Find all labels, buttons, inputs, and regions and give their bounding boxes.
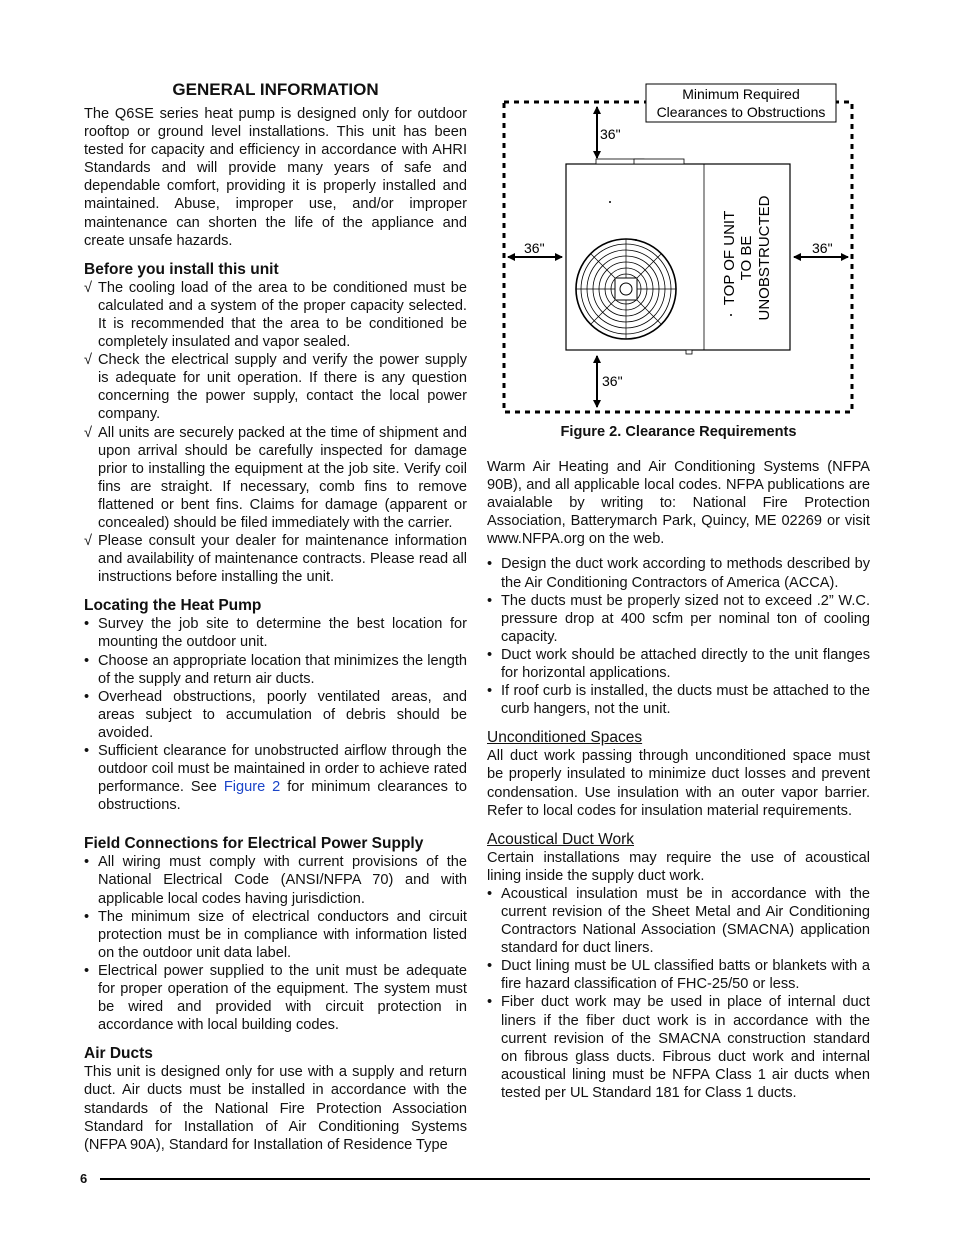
acoustical-heading: Acoustical Duct Work [487, 830, 635, 848]
bullet-icon: • [487, 592, 493, 609]
acoustical-list [487, 885, 870, 1102]
list-item: • The minimum size of electrical conductors and circuit protection must be in compliance with information listed on the outdoor unit data label. [84, 908, 467, 961]
list-item: √ Check the electrical supply and verify the power supply is adequate for unit operation. If there is any question concerning the power supply, contact the local power company. [84, 352, 467, 423]
figure-caption: Figure 2. Clearance Requirements [560, 424, 797, 440]
svg-text:UNOBSTRUCTED: UNOBSTRUCTED [756, 195, 773, 321]
svg-text:TOP OF UNIT: TOP OF UNIT [721, 210, 738, 306]
bullet-icon: • [84, 962, 90, 979]
label-box-line1: Minimum Required [682, 86, 800, 102]
list-item: • The ducts must be properly sized not to exceed .2” W.C. pressure drop at 400 scfm per nominal ton of cooling capacity. [487, 592, 870, 645]
bullet-icon: • [84, 688, 90, 705]
left-clearance: 36" [524, 240, 545, 256]
svg-text:TO BE: TO BE [738, 235, 755, 281]
acoustical-paragraph: Certain installations may require the use of acoustical lining inside the supply duct work. [487, 849, 870, 884]
bullet-icon: • [84, 908, 90, 925]
list-item: • Sufficient clearance for unobstructed airflow through the outdoor coil must be maintained in order to achieve rated performance. See Figure 2 for minimum clearances to obstructions. [84, 743, 468, 814]
before-heading: Before you install this unit [84, 260, 279, 278]
list-item: • Choose an appropriate location that minimizes the length of the supply and return air ducts. [84, 652, 467, 687]
bullet-icon: • [487, 556, 493, 573]
field-list [84, 853, 467, 1034]
list-item: √ The cooling load of the area to be conditioned must be calculated and a system of the proper capacity selected. It is recommended that the area to be conditioned be completely insulated and vapor sealed. [84, 279, 467, 351]
list-item: • Duct lining must be UL classified batts or blankets with a fire hazard classification of FHC-25/50 or less. [487, 958, 870, 993]
duct-list [487, 555, 870, 718]
bullet-icon: • [487, 994, 493, 1011]
list-item: • If roof curb is installed, the ducts must be attached to the curb hangers, not the unit. [487, 683, 870, 718]
list-item: • All wiring must comply with current provisions of the National Electrical Code (ANSI/NFPA 70) and with applicable local codes having jurisdiction. [84, 854, 467, 907]
clearance-figure [500, 80, 860, 440]
right-column [487, 458, 870, 1102]
check-icon: √ [84, 533, 93, 550]
bullet-icon: • [487, 683, 493, 700]
bullet-icon: • [487, 958, 493, 975]
list-item: • Survey the job site to determine the best location for mounting the outdoor unit. [84, 616, 467, 651]
label-box-line2: Clearances to Obstructions [656, 104, 826, 120]
locating-heading: Locating the Heat Pump [84, 597, 262, 615]
section-title: GENERAL INFORMATION [172, 80, 379, 99]
right-clearance: 36" [812, 240, 833, 256]
page-number: 6 [80, 1171, 88, 1186]
list-item: • Acoustical insulation must be in accordance with the current revision of the Sheet Metal and Air Conditioning Contractors National Association (SMACNA) application standard for duct liners. [487, 885, 870, 957]
check-icon: √ [84, 352, 93, 369]
fan-icon [576, 239, 676, 339]
continued-paragraph: Warm Air Heating and Air Conditioning Systems (NFPA 90B), and all applicable local codes. NFPA publications are avaialable by writing to: National Fire Protection Association, Batterymarch Park, Quincy, ME 02269 or visit www.NFPA.org on the web. [487, 459, 870, 548]
figure-2-link[interactable]: Figure 2 [223, 779, 281, 796]
bullet-icon: • [84, 616, 90, 633]
list-item: √ All units are securely packed at the time of shipment and upon arrival should be carefully inspected for damage prior to installing the equipment at the job site. Verify coil fins are straight. If necessary, comb fins to remove flattened or bent fins. Claims for damage (apparent or concealed) should be filed immediately with the carrier. [84, 424, 467, 531]
intro-paragraph: The Q6SE series heat pump is designed only for outdoor rooftop or ground level installations. This unit has been tested for capacity and efficiency in accordance with AHRI Standards and will provide many years of safe and dependable comfort, providing it is properly installed and maintained. Abuse, improper use, and/or improper maintenance can shorten the life of the appliance and create unsafe hazards. [84, 106, 467, 249]
unconditioned-heading: Unconditioned Spaces [487, 729, 643, 747]
unit-top-tab [634, 159, 684, 164]
unconditioned-paragraph: All duct work passing through unconditioned space must be properly insulated to minimize duct losses and prevent condensation. Use insulation with an outer vapor barrier. Refer to local codes for insulation material requirements. [487, 748, 870, 819]
bullet-icon: • [487, 646, 493, 663]
list-item: • Overhead obstructions, poorly ventilated areas, and areas subject to accumulation of debris should be avoided. [84, 688, 467, 741]
bottom-clearance: 36" [602, 373, 623, 389]
top-clearance: 36" [600, 126, 621, 142]
air-ducts-paragraph: This unit is designed only for use with a supply and return duct. Air ducts must be installed in accordance with the standards of the National Fire Protection Association Standard for Installation of Air Conditioning Systems (NFPA 90A), Standard for Installation of Residence Type [84, 1064, 467, 1153]
left-column [84, 80, 467, 1154]
footer-rule [100, 1178, 870, 1180]
air-ducts-heading: Air Ducts [84, 1045, 153, 1063]
bullet-icon: • [84, 743, 90, 759]
before-list [84, 279, 467, 587]
list-item: • Electrical power supplied to the unit must be adequate for proper operation of the equipment. The system must be wired and provided with circuit protection in accordance with local building codes. [84, 962, 467, 1034]
list-item: • Duct work should be attached directly to the unit flanges for horizontal applications. [487, 646, 870, 682]
bullet-icon: • [84, 854, 90, 871]
bullet-icon: • [487, 885, 493, 902]
bullet-icon: • [84, 652, 90, 669]
unit-bottom-tab [686, 350, 692, 354]
list-item: √ Please consult your dealer for maintenance information and availability of maintenance contracts. Please read all instructions before installing the unit. [84, 533, 467, 586]
field-heading: Field Connections for Electrical Power Supply [84, 835, 424, 853]
check-icon: √ [84, 424, 93, 441]
locating-list [84, 615, 467, 814]
check-icon: √ [84, 279, 93, 296]
list-item: • Design the duct work according to methods described by the Air Conditioning Contractors of America (ACCA). [487, 556, 870, 591]
list-item: • Fiber duct work may be used in place of internal duct liners if the fiber duct work is in accordance with the current revision of the SMACNA construction standard on fibrous glass ducts. Fibrous duct work and internal acoustical lining must be NFPA Class 1 air ducts when tested per UL Standard 181 for Class 1 ducts. [487, 994, 870, 1101]
